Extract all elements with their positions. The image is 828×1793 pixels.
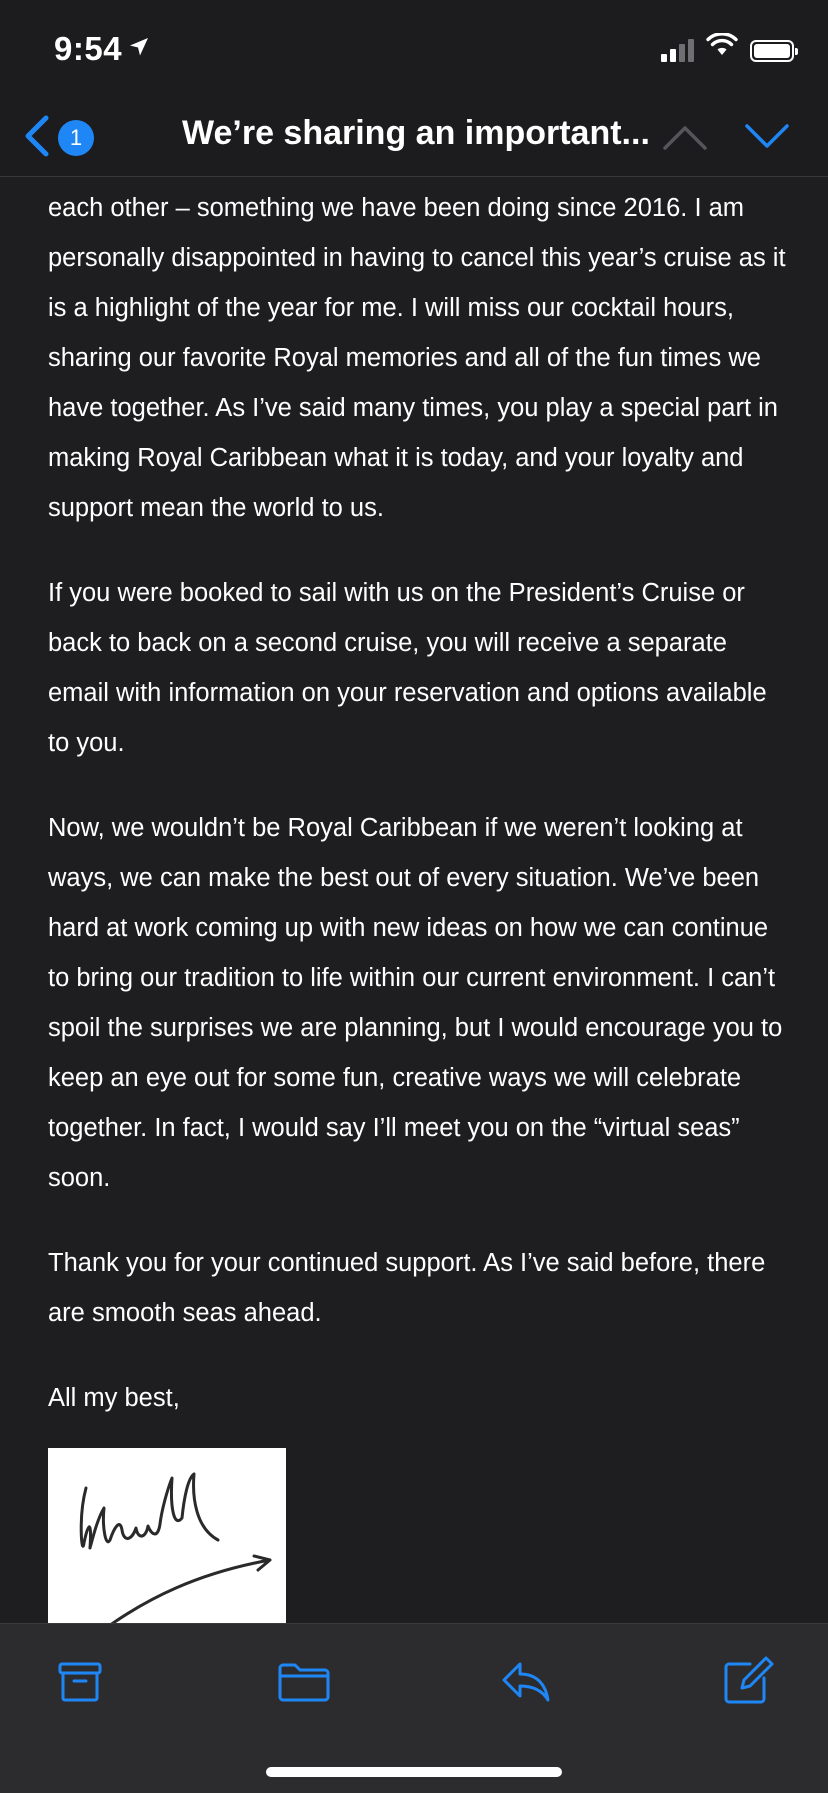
reply-icon[interactable] <box>498 1654 554 1710</box>
navigation-bar <box>0 100 828 177</box>
chevron-left-icon <box>22 114 52 163</box>
time-text: 9:54 <box>54 30 123 67</box>
email-closing: All my best, <box>48 1384 180 1412</box>
next-message-chevron-down-icon[interactable] <box>742 112 792 167</box>
email-paragraph-1: each other – something we have been doing since 2016. I am personally disappointed in having to cancel this year’s cruise as it is a highlight of the year for me. I will miss our cocktail hours, sharing our favorite Royal memories and all of the fun times we have together. As I’ve said many times, you play a special part in making Royal Caribbean what it is today, and your loyalty and support mean the world to us. <box>48 194 786 522</box>
email-body <box>48 177 788 1623</box>
compose-icon[interactable] <box>720 1654 776 1710</box>
home-indicator[interactable] <box>266 1767 562 1777</box>
previous-message-chevron-up-icon[interactable] <box>660 112 710 167</box>
signature-image <box>48 1448 286 1623</box>
email-subject-title: We’re sharing an important... <box>182 114 650 152</box>
bottom-toolbar <box>0 1623 828 1793</box>
email-paragraph-4: Thank you for your continued support. As I’ve said before, there are smooth seas ahead. <box>48 1249 766 1327</box>
battery-icon <box>750 40 794 62</box>
archive-icon[interactable] <box>54 1654 110 1710</box>
location-arrow-icon <box>128 28 150 66</box>
email-paragraph-3: Now, we wouldn’t be Royal Caribbean if we weren’t looking at ways, we can make the best out of every situation. We’ve been hard at work coming up with new ideas on how we can continue to bring our tradition to life within our current environment. I can’t spoil the surprises we are planning, but I would encourage you to keep an eye out for some fun, creative ways we will celebrate together. In fact, I would say I’ll meet you on the “virtual seas” soon. <box>48 814 783 1192</box>
unread-count-badge: 1 <box>58 120 94 156</box>
back-button[interactable] <box>22 108 94 168</box>
status-icons <box>661 36 794 62</box>
wifi-icon <box>706 33 738 62</box>
email-paragraph-2: If you were booked to sail with us on the President’s Cruise or back to back on a second cruise, you will receive a separate email with information on your reservation and options available to you. <box>48 579 767 757</box>
status-time <box>54 28 150 68</box>
cellular-signal-icon <box>661 38 694 62</box>
folder-icon[interactable] <box>276 1654 332 1710</box>
status-bar <box>0 0 828 100</box>
